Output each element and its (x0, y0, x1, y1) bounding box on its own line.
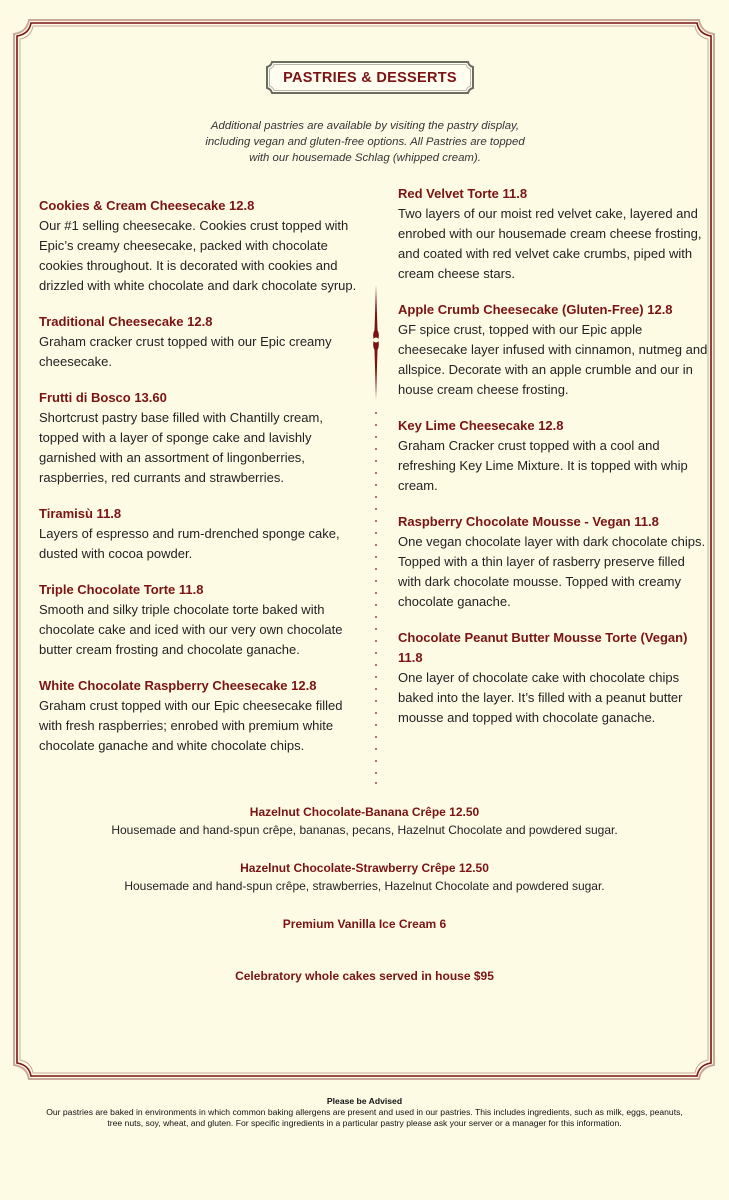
menu-item (398, 512, 708, 612)
item-name: Hazelnut Chocolate-Strawberry Crêpe 12.50 (240, 861, 489, 875)
menu-item (398, 184, 708, 284)
item-description: Housemade and hand-spun crêpe, strawberries, Hazelnut Chocolate and powdered sugar. (124, 879, 605, 893)
item-description: One layer of chocolate cake with chocolate chips baked into the layer. It’s filled with a peanut butter mousse and topped with chocolate ganache. (398, 670, 683, 725)
item-description: Smooth and silky triple chocolate torte baked with chocolate cake and iced with our very own chocolate butter cream frosting and chocolate ganache. (39, 602, 343, 657)
item-name: Red Velvet Torte 11.8 (398, 186, 528, 201)
page-title: PASTRIES & DESSERTS (283, 70, 457, 86)
item-name: Frutti di Bosco 13.60 (39, 390, 167, 405)
centered-menu-items (40, 803, 689, 1019)
column-divider (370, 285, 382, 785)
menu-item (39, 580, 364, 660)
menu-item (40, 915, 689, 933)
ornamental-divider-icon (370, 285, 382, 785)
section-title-box (266, 61, 474, 94)
right-menu-column (398, 184, 708, 744)
menu-item (39, 196, 364, 296)
item-name: Premium Vanilla Ice Cream 6 (282, 917, 447, 931)
menu-item (398, 416, 708, 496)
item-description: Shortcrust pastry base filled with Chantilly cream, topped with a layer of sponge cake and lavishly garnished with an assortment of lingonberries, raspberries, red currants and strawberries. (39, 410, 323, 485)
menu-item (39, 388, 364, 488)
menu-item (39, 676, 364, 756)
intro-note: Additional pastries are available by visiting the pastry display, including vegan and gluten-free options. All Pastries are topped with our housemade Schlag (whipped cream). (205, 120, 525, 164)
item-name: White Chocolate Raspberry Cheesecake 12.8 (39, 678, 317, 693)
item-name: Hazelnut Chocolate-Banana Crêpe 12.50 (249, 805, 480, 819)
item-description: GF spice crust, topped with our Epic apple cheesecake layer infused with cinnamon, nutmeg and allspice. Decorate with an apple crumble and our in house cream cheese frosting. (398, 322, 708, 397)
item-name: Raspberry Chocolate Mousse - Vegan 11.8 (398, 514, 659, 529)
menu-item (39, 312, 364, 372)
advisory-text: Our pastries are baked in environments in which common baking allergens are present and used in our pastries. This includes ingredients, such as milk, eggs, peanuts, tree nuts, soy, wheat, and gluten. For specific ingredients in a particular pastry please ask your server or a manager for this information. (46, 1107, 683, 1128)
item-name: Celebratory whole cakes served in house $95 (235, 969, 494, 983)
item-description: One vegan chocolate layer with dark chocolate chips. Topped with a thin layer of rasberry preserve filled with dark chocolate mousse. Topped with creamy chocolate ganache. (398, 534, 706, 609)
item-name: Key Lime Cheesecake 12.8 (398, 418, 564, 433)
item-name: Traditional Cheesecake 12.8 (39, 314, 213, 329)
item-description: Graham Cracker crust topped with a cool and refreshing Key Lime Mixture. It is topped with whip cream. (398, 438, 688, 493)
left-menu-column (39, 196, 364, 772)
menu-item (40, 859, 689, 895)
menu-item (40, 803, 689, 839)
menu-item (40, 967, 689, 985)
item-description: Housemade and hand-spun crêpe, bananas, pecans, Hazelnut Chocolate and powdered sugar. (111, 823, 618, 837)
item-name: Apple Crumb Cheesecake (Gluten-Free) 12.8 (398, 302, 673, 317)
item-description: Graham crust topped with our Epic cheesecake filled with fresh raspberries; enrobed with premium white chocolate ganache and white chocolate chips. (39, 698, 343, 753)
item-name: Cookies & Cream Cheesecake 12.8 (39, 198, 255, 213)
item-description: Two layers of our moist red velvet cake, layered and enrobed with our housemade cream cheese frosting, and coated with red velvet cake crumbs, piped with cream cheese stars. (398, 206, 702, 281)
item-name: Triple Chocolate Torte 11.8 (39, 582, 204, 597)
menu-item (39, 504, 364, 564)
advisory-title: Please be Advised (326, 1096, 403, 1106)
item-description: Our #1 selling cheesecake. Cookies crust topped with Epic’s creamy cheesecake, packed with chocolate cookies throughout. It is decorated with cookies and drizzled with white chocolate and dark chocolate syrup. (39, 218, 357, 293)
menu-item (398, 300, 708, 400)
item-description: Layers of espresso and rum-drenched sponge cake, dusted with cocoa powder. (39, 526, 340, 561)
item-name: Tiramisù 11.8 (39, 506, 122, 521)
allergen-advisory (40, 1096, 689, 1129)
item-description: Graham cracker crust topped with our Epic creamy cheesecake. (39, 334, 332, 369)
item-name: Chocolate Peanut Butter Mousse Torte (Vegan) 11.8 (398, 630, 688, 665)
menu-item (398, 628, 708, 728)
